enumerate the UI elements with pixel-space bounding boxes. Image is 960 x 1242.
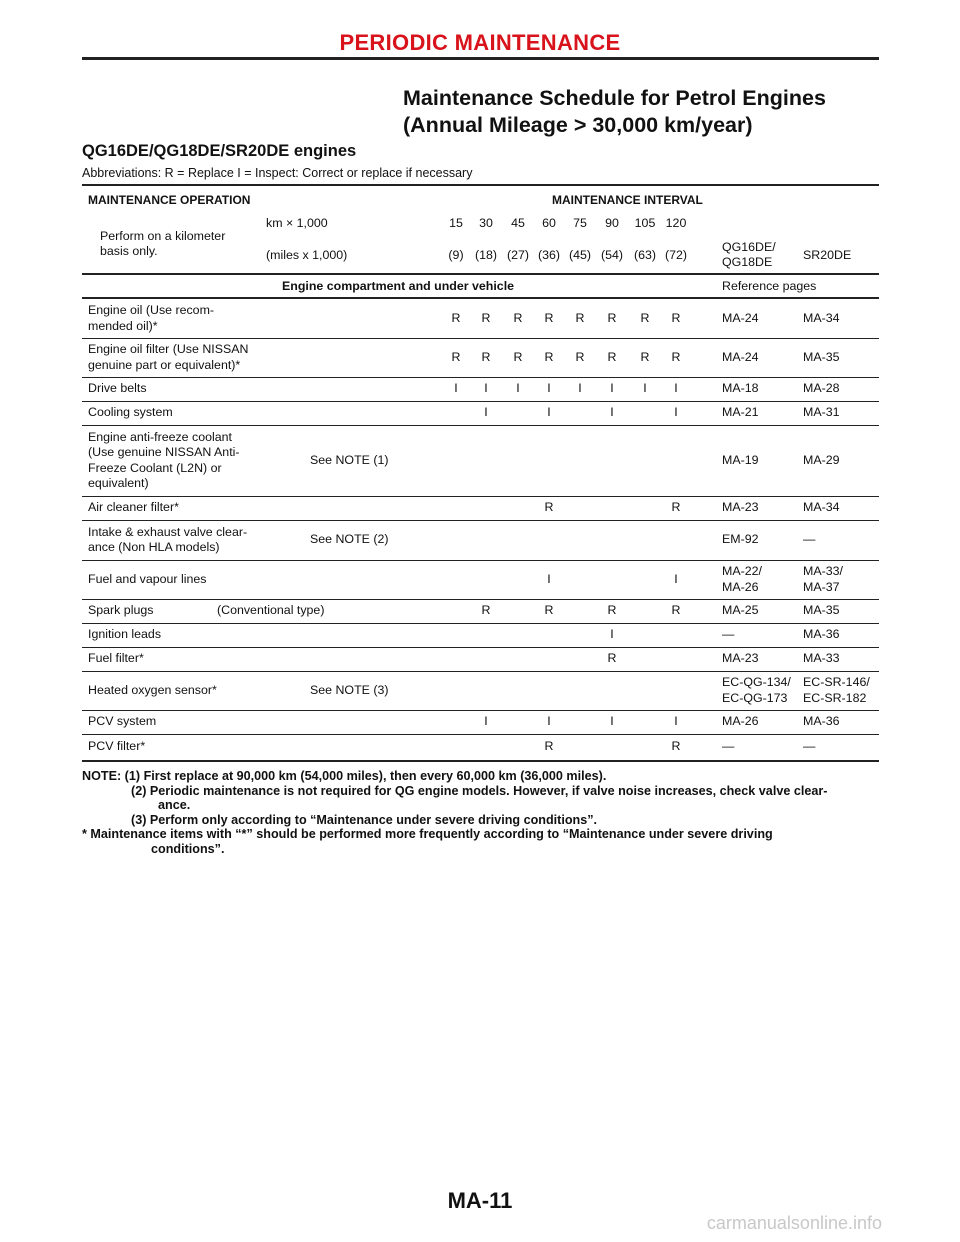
basis-line-1: Perform on a kilometer bbox=[100, 229, 226, 243]
row-2-mark-6: I bbox=[643, 381, 647, 396]
row-9-ref-sr-0: MA-36 bbox=[803, 627, 840, 642]
row-12-label-0: PCV system bbox=[88, 714, 157, 729]
row-0-ref-sr-0: MA-34 bbox=[803, 310, 840, 325]
km-interval-2: 45 bbox=[511, 216, 525, 230]
row-2-mark-4: I bbox=[578, 381, 582, 396]
row-4-ref-sr-0: MA-29 bbox=[803, 452, 840, 467]
row-13-ref-sr-0: — bbox=[803, 739, 816, 754]
section-rule bbox=[82, 297, 879, 299]
row-11-ref-qg-1: EC-QG-173 bbox=[722, 690, 788, 705]
note-1: NOTE: (1) First replace at 90,000 km (54,000 miles), then every 60,000 km (36,000 miles). bbox=[82, 769, 607, 783]
row-1-mark-1: R bbox=[481, 349, 491, 364]
row-8-mark-7: R bbox=[671, 603, 681, 618]
row-7-label-0: Fuel and vapour lines bbox=[88, 571, 207, 586]
row-3-ref-sr-0: MA-31 bbox=[803, 405, 840, 420]
row-11-ref-sr-0: EC-SR-146/ bbox=[803, 675, 870, 689]
row-11-label-0: Heated oxygen sensor* bbox=[88, 682, 217, 697]
row-12-mark-7: I bbox=[674, 714, 678, 729]
row-4-label-1: (Use genuine NISSAN Anti- bbox=[88, 445, 240, 459]
row-7-ref-qg-0: MA-22/ bbox=[722, 564, 762, 578]
row-7-ref-qg-1: MA-26 bbox=[722, 579, 759, 594]
row-4-ref-qg-0: MA-19 bbox=[722, 452, 759, 467]
row-0-mark-7: R bbox=[671, 310, 681, 325]
row-6-label-1: ance (Non HLA models) bbox=[88, 540, 220, 554]
ref-header-sr: SR20DE bbox=[803, 248, 852, 262]
row-6-ref-sr-0: — bbox=[803, 532, 816, 547]
row-2-label-0: Drive belts bbox=[88, 381, 147, 396]
row-11-note: See NOTE (3) bbox=[310, 682, 389, 697]
row-3-mark-5: I bbox=[610, 405, 614, 420]
header-bottom-rule bbox=[82, 273, 879, 275]
row-0-mark-2: R bbox=[513, 310, 523, 325]
row-2-mark-2: I bbox=[516, 381, 520, 396]
row-7-ref-sr-1: MA-37 bbox=[803, 579, 840, 594]
row-0-mark-5: R bbox=[607, 310, 617, 325]
basis-line-2: basis only. bbox=[100, 244, 158, 258]
row-rule-1 bbox=[82, 377, 879, 378]
row-0-label-0: Engine oil (Use recom- bbox=[88, 303, 215, 317]
km-interval-4: 75 bbox=[573, 216, 587, 230]
row-9-ref-qg-0: — bbox=[722, 627, 735, 642]
row-3-ref-qg-0: MA-21 bbox=[722, 405, 759, 420]
row-2-mark-1: I bbox=[484, 381, 488, 396]
row-12-mark-1: I bbox=[484, 714, 488, 729]
mile-interval-5: (54) bbox=[600, 248, 624, 262]
note-asterisk-continued: conditions”. bbox=[151, 842, 225, 856]
row-8-ref-qg-0: MA-25 bbox=[722, 603, 759, 618]
row-13-label-0: PCV filter* bbox=[88, 739, 146, 754]
row-0-mark-0: R bbox=[451, 310, 461, 325]
row-12-mark-5: I bbox=[610, 714, 614, 729]
row-5-ref-qg-0: MA-23 bbox=[722, 500, 759, 515]
row-1-mark-7: R bbox=[671, 349, 681, 364]
watermark: carmanualsonline.info bbox=[706, 1213, 882, 1233]
row-10-ref-qg-0: MA-23 bbox=[722, 651, 759, 666]
row-12-ref-sr-0: MA-36 bbox=[803, 714, 840, 729]
row-3-label-0: Cooling system bbox=[88, 405, 173, 420]
header-interval: MAINTENANCE INTERVAL bbox=[552, 193, 703, 207]
row-10-label-0: Fuel filter* bbox=[88, 651, 144, 666]
row-10-mark-5: R bbox=[607, 651, 617, 666]
row-1-ref-qg-0: MA-24 bbox=[722, 349, 759, 364]
km-interval-7: 120 bbox=[665, 216, 687, 230]
table-top-rule bbox=[82, 184, 879, 186]
row-6-note: See NOTE (2) bbox=[310, 532, 389, 547]
row-0-mark-6: R bbox=[640, 310, 650, 325]
row-0-mark-4: R bbox=[575, 310, 585, 325]
km-interval-6: 105 bbox=[634, 216, 656, 230]
mile-interval-1: (18) bbox=[474, 248, 498, 262]
row-rule-8 bbox=[82, 623, 879, 624]
row-2-mark-3: I bbox=[547, 381, 551, 396]
row-6-ref-qg-0: EM-92 bbox=[722, 532, 759, 547]
page-title-line-2: (Annual Mileage > 30,000 km/year) bbox=[403, 113, 753, 137]
row-rule-3 bbox=[82, 425, 879, 426]
header-rule bbox=[82, 57, 879, 60]
km-label: km × 1,000 bbox=[266, 216, 328, 230]
row-5-ref-sr-0: MA-34 bbox=[803, 500, 840, 515]
row-5-mark-7: R bbox=[671, 500, 681, 515]
row-8-mark-1: R bbox=[481, 603, 491, 618]
row-0-mark-1: R bbox=[481, 310, 491, 325]
row-rule-7 bbox=[82, 599, 879, 600]
row-1-ref-sr-0: MA-35 bbox=[803, 349, 840, 364]
row-rule-11 bbox=[82, 710, 879, 711]
section-header: PERIODIC MAINTENANCE bbox=[339, 30, 621, 55]
km-interval-1: 30 bbox=[479, 216, 493, 230]
mile-interval-6: (63) bbox=[633, 248, 657, 262]
row-11-ref-qg-0: EC-QG-134/ bbox=[722, 675, 791, 689]
row-9-label-0: Ignition leads bbox=[88, 627, 162, 642]
row-1-mark-3: R bbox=[544, 349, 554, 364]
row-5-label-0: Air cleaner filter* bbox=[88, 500, 179, 515]
row-1-mark-6: R bbox=[640, 349, 650, 364]
ref-header-qg-1: QG16DE/ bbox=[722, 240, 776, 254]
row-8-mark-3: R bbox=[544, 603, 554, 618]
mile-interval-0: (9) bbox=[448, 248, 464, 262]
row-13-mark-3: R bbox=[544, 739, 554, 754]
note-2: (2) Periodic maintenance is not required for QG engine models. However, if valve noise increases, check valve clear- bbox=[131, 783, 828, 798]
table-bottom-rule bbox=[82, 760, 879, 762]
note-3: (3) Perform only according to “Maintenance under severe driving conditions”. bbox=[131, 812, 598, 827]
row-3-mark-1: I bbox=[484, 405, 488, 420]
row-13-ref-qg-0: — bbox=[722, 739, 735, 754]
reference-pages-label: Reference pages bbox=[722, 279, 817, 293]
row-8-extra: (Conventional type) bbox=[217, 603, 325, 618]
row-1-mark-5: R bbox=[607, 349, 617, 364]
row-7-mark-7: I bbox=[674, 571, 678, 586]
row-7-ref-sr-0: MA-33/ bbox=[803, 564, 843, 578]
row-rule-5 bbox=[82, 520, 879, 521]
km-interval-0: 15 bbox=[449, 216, 463, 230]
row-2-mark-0: I bbox=[454, 381, 458, 396]
row-9-mark-5: I bbox=[610, 627, 614, 642]
row-rule-0 bbox=[82, 338, 879, 339]
row-1-label-0: Engine oil filter (Use NISSAN bbox=[88, 342, 249, 356]
row-2-ref-qg-0: MA-18 bbox=[722, 381, 759, 396]
row-1-mark-2: R bbox=[513, 349, 523, 364]
mile-interval-2: (27) bbox=[506, 248, 530, 262]
row-3-mark-3: I bbox=[547, 405, 551, 420]
row-6-label-0: Intake & exhaust valve clear- bbox=[88, 524, 248, 539]
row-rule-12 bbox=[82, 734, 879, 735]
row-rule-4 bbox=[82, 496, 879, 497]
row-0-mark-3: R bbox=[544, 310, 554, 325]
page-title bbox=[403, 85, 826, 139]
row-12-ref-qg-0: MA-26 bbox=[722, 714, 759, 729]
row-1-mark-0: R bbox=[451, 349, 461, 364]
miles-label: (miles x 1,000) bbox=[266, 248, 348, 262]
row-rule-9 bbox=[82, 647, 879, 648]
row-10-ref-sr-0: MA-33 bbox=[803, 651, 840, 666]
note-2-continued: ance. bbox=[158, 798, 191, 813]
abbreviations-line: Abbreviations: R = Replace I = Inspect: Correct or replace if necessary bbox=[82, 166, 473, 180]
row-1-label-1: genuine part or equivalent)* bbox=[88, 357, 241, 372]
row-rule-2 bbox=[82, 401, 879, 402]
section-title: Engine compartment and under vehicle bbox=[282, 279, 515, 293]
page-title-line-1: Maintenance Schedule for Petrol Engines bbox=[403, 86, 826, 110]
row-8-mark-5: R bbox=[607, 603, 617, 618]
mile-interval-7: (72) bbox=[664, 248, 688, 262]
row-13-mark-7: R bbox=[671, 739, 681, 754]
row-4-label-0: Engine anti-freeze coolant bbox=[88, 429, 232, 444]
row-11-ref-sr-1: EC-SR-182 bbox=[803, 690, 867, 705]
row-12-mark-3: I bbox=[547, 714, 551, 729]
km-interval-5: 90 bbox=[605, 216, 619, 230]
row-8-label-0: Spark plugs bbox=[88, 603, 154, 618]
row-2-ref-sr-0: MA-28 bbox=[803, 381, 840, 396]
page-number: MA-11 bbox=[447, 1188, 513, 1213]
row-4-label-3: equivalent) bbox=[88, 476, 149, 490]
row-7-mark-3: I bbox=[547, 571, 551, 586]
note-asterisk: * Maintenance items with “*” should be performed more frequently according to “Maintenance under severe driving bbox=[82, 827, 773, 842]
row-0-ref-qg-0: MA-24 bbox=[722, 310, 759, 325]
row-1-mark-4: R bbox=[575, 349, 585, 364]
km-interval-3: 60 bbox=[542, 216, 556, 230]
row-rule-6 bbox=[82, 560, 879, 561]
row-5-mark-3: R bbox=[544, 500, 554, 515]
mile-interval-4: (45) bbox=[568, 248, 592, 262]
row-0-label-1: mended oil)* bbox=[88, 318, 158, 333]
row-2-mark-7: I bbox=[674, 381, 678, 396]
row-8-ref-sr-0: MA-35 bbox=[803, 603, 840, 618]
ref-header-qg-2: QG18DE bbox=[722, 255, 773, 269]
engine-subheading: QG16DE/QG18DE/SR20DE engines bbox=[82, 142, 357, 160]
row-rule-10 bbox=[82, 671, 879, 672]
row-2-mark-5: I bbox=[610, 381, 614, 396]
row-4-note: See NOTE (1) bbox=[310, 452, 389, 467]
row-3-mark-7: I bbox=[674, 405, 678, 420]
row-4-label-2: Freeze Coolant (L2N) or bbox=[88, 460, 222, 475]
mile-interval-3: (36) bbox=[537, 248, 561, 262]
header-operation: MAINTENANCE OPERATION bbox=[88, 193, 251, 207]
